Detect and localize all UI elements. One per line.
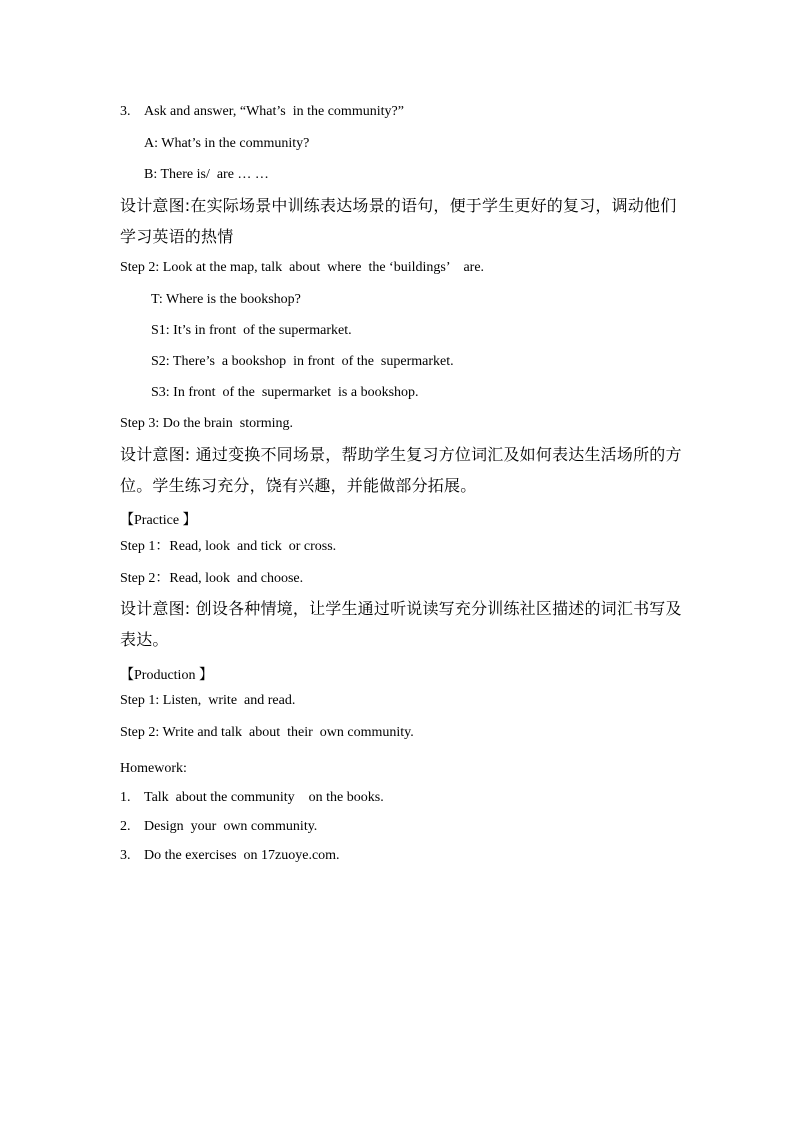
dialog-line-s2: S2: There’s a bookshop in front of the supermarket. bbox=[151, 354, 454, 369]
production-heading: 【Production 】 bbox=[120, 668, 213, 683]
dialog-line-a: A: What’s in the community? bbox=[144, 136, 310, 151]
list-number: 3. bbox=[120, 104, 131, 119]
practice-heading: 【Practice 】 bbox=[120, 513, 197, 528]
design-intent-1-line-1: 设计意图:在实际场景中训练表达场景的语句，便于学生更好的复习，调动他们 bbox=[120, 196, 677, 215]
list-number: 1. bbox=[120, 790, 131, 805]
design-intent-3-line-1: 设计意图: 创设各种情境，让学生通过听说读写充分训练社区描述的词汇书写及 bbox=[120, 599, 682, 618]
practice-step-1: Step 1：Read, look and tick or cross. bbox=[120, 539, 337, 554]
list-text: Design your own community. bbox=[144, 819, 318, 834]
production-step-1: Step 1: Listen, write and read. bbox=[120, 693, 296, 708]
dialog-line-s1: S1: It’s in front of the supermarket. bbox=[151, 323, 352, 338]
homework-item bbox=[120, 818, 317, 836]
list-number: 3. bbox=[120, 848, 131, 863]
warmup-item-3 bbox=[120, 103, 404, 121]
design-intent-1-line-2: 学习英语的热情 bbox=[120, 227, 234, 246]
design-intent-2-line-2: 位。学生练习充分，饶有兴趣，并能做部分拓展。 bbox=[120, 476, 477, 495]
list-text: Do the exercises on 17zuoye.com. bbox=[144, 848, 340, 863]
list-number: 2. bbox=[120, 819, 131, 834]
homework-item bbox=[120, 789, 384, 807]
production-step-2: Step 2: Write and talk about their own community. bbox=[120, 725, 414, 740]
list-text: Ask and answer, “What’s in the community?” bbox=[144, 104, 404, 119]
design-intent-3-line-2: 表达。 bbox=[120, 630, 169, 649]
dialog-line-s3: S3: In front of the supermarket is a bookshop. bbox=[151, 385, 419, 400]
step-2-title: Step 2: Look at the map, talk about where the ‘buildings’ are. bbox=[120, 260, 485, 275]
homework-item bbox=[120, 847, 340, 865]
list-text: Talk about the community on the books. bbox=[144, 790, 384, 805]
dialog-line-b: B: There is/ are … … bbox=[144, 167, 269, 182]
step-3-title: Step 3: Do the brain storming. bbox=[120, 416, 294, 431]
design-intent-2-line-1: 设计意图: 通过变换不同场景，帮助学生复习方位词汇及如何表达生活场所的方 bbox=[120, 445, 682, 464]
homework-heading: Homework: bbox=[120, 761, 187, 776]
dialog-line-t: T: Where is the bookshop? bbox=[151, 292, 301, 307]
practice-step-2: Step 2：Read, look and choose. bbox=[120, 571, 304, 586]
